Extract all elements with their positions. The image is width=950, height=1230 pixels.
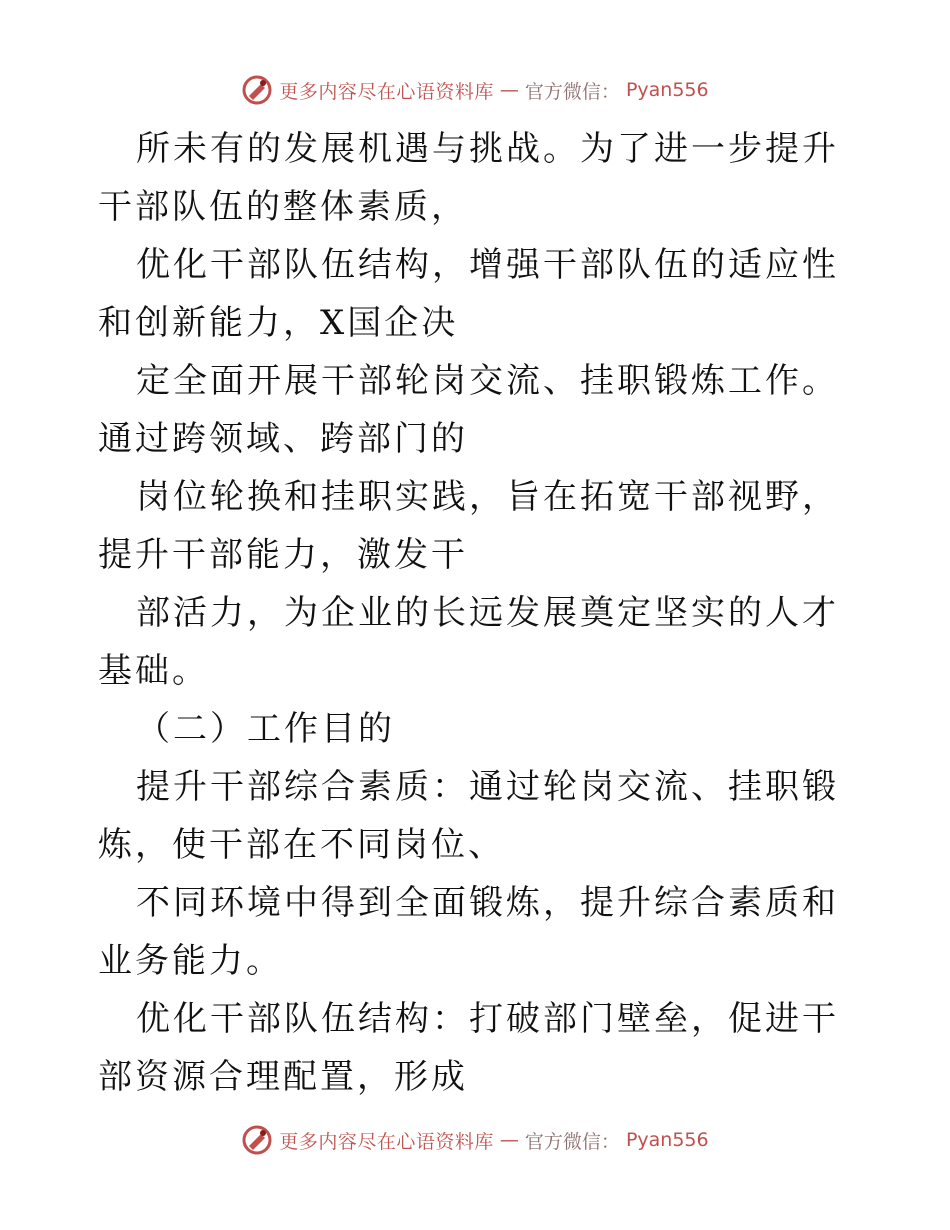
brand-logo-icon — [241, 74, 273, 106]
watermark-text: 更多内容尽在心语资料库 — [279, 1130, 494, 1153]
watermark-label: 官方微信： — [524, 1130, 620, 1153]
watermark-text: 更多内容尽在心语资料库 — [279, 80, 494, 103]
watermark-account: Pyan556 — [625, 1129, 709, 1151]
watermark-label: 官方微信： — [524, 80, 620, 103]
brand-logo-icon — [241, 1124, 273, 1156]
watermark-separator: — — [499, 1129, 519, 1151]
paragraph: 岗位轮换和挂职实践，旨在拓宽干部视野，提升干部能力，激发干 — [98, 477, 839, 575]
document-body — [98, 120, 858, 1106]
footer-watermark — [0, 1120, 950, 1160]
paragraph: 优化干部队伍结构：打破部门壁垒，促进干部资源合理配置，形成 — [98, 999, 839, 1097]
paragraph: 所未有的发展机遇与挑战。为了进一步提升干部队伍的整体素质， — [98, 129, 839, 227]
watermark-account: Pyan556 — [625, 79, 709, 101]
paragraph: 提升干部综合素质：通过轮岗交流、挂职锻炼，使干部在不同岗位、 — [98, 767, 839, 865]
header-watermark — [0, 70, 950, 110]
paragraph: 优化干部队伍结构，增强干部队伍的适应性和创新能力，X国企决 — [98, 245, 839, 343]
paragraph: 定全面开展干部轮岗交流、挂职锻炼工作。通过跨领域、跨部门的 — [98, 361, 839, 459]
paragraph: 部活力，为企业的长远发展奠定坚实的人才基础。 — [98, 593, 839, 691]
paragraph: 不同环境中得到全面锻炼，提升综合素质和业务能力。 — [98, 883, 839, 981]
watermark-separator: — — [499, 79, 519, 101]
section-heading: （二）工作目的 — [136, 709, 395, 749]
